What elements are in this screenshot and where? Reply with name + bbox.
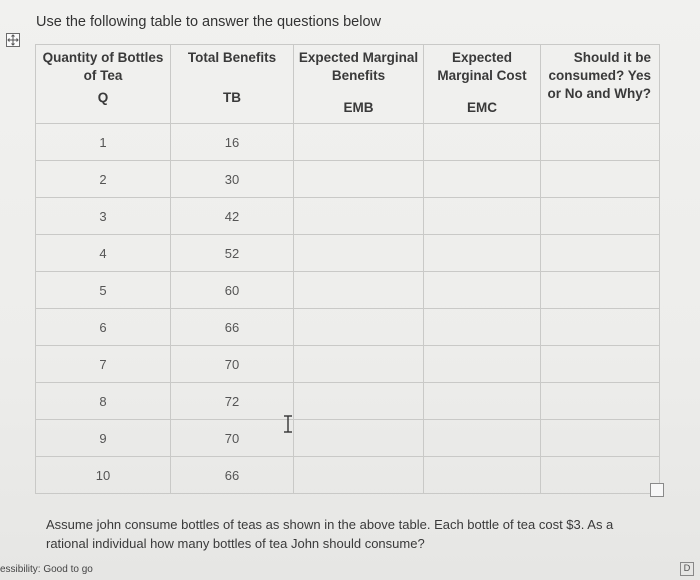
cell-emb[interactable] (294, 309, 424, 346)
cell-emb[interactable] (294, 346, 424, 383)
header-emc-line2: Marginal Cost (437, 68, 527, 83)
table-row (36, 309, 660, 346)
cell-quantity[interactable]: 9 (36, 420, 171, 457)
cell-total-benefits[interactable]: 42 (171, 198, 294, 235)
cell-total-benefits[interactable]: 30 (171, 161, 294, 198)
cell-should-consume[interactable] (541, 272, 660, 309)
table-row (36, 457, 660, 494)
cell-emb[interactable] (294, 383, 424, 420)
cell-total-benefits[interactable]: 70 (171, 420, 294, 457)
table-row (36, 383, 660, 420)
header-quantity-abbr: Q (97, 90, 109, 105)
header-tb-line1: Total Benefits (187, 50, 277, 65)
header-tb-abbr: TB (223, 90, 241, 105)
cell-total-benefits[interactable]: 16 (171, 124, 294, 161)
cell-emb[interactable] (294, 457, 424, 494)
intro-text: Use the following table to answer the questions below (36, 14, 381, 30)
table-header-row (36, 45, 660, 124)
cell-quantity[interactable]: 5 (36, 272, 171, 309)
cell-emc[interactable] (424, 420, 541, 457)
header-emc-line1: Expected (451, 50, 513, 65)
cell-total-benefits[interactable]: 66 (171, 457, 294, 494)
table-row (36, 420, 660, 457)
header-emb-abbr: EMB (343, 100, 374, 115)
header-quantity-line2: of Tea (83, 68, 123, 83)
header-should-line1: Should it be (573, 50, 651, 65)
cell-emc[interactable] (424, 383, 541, 420)
question-text: Assume john consume bottles of teas as shown in the above table. Each bottle of tea cost $3. As a rational individual how many bottles of tea John should consume? (46, 517, 614, 551)
header-quantity-line1: Quantity of Bottles (42, 50, 164, 65)
cell-emc[interactable] (424, 309, 541, 346)
cell-should-consume[interactable] (541, 161, 660, 198)
cell-emb[interactable] (294, 198, 424, 235)
data-table (35, 44, 660, 494)
table-row (36, 272, 660, 309)
table-row (36, 198, 660, 235)
cell-emc[interactable] (424, 161, 541, 198)
cell-should-consume[interactable] (541, 235, 660, 272)
cell-emc[interactable] (424, 457, 541, 494)
table-row (36, 161, 660, 198)
cell-should-consume[interactable] (541, 383, 660, 420)
cell-emc[interactable] (424, 198, 541, 235)
status-accessibility[interactable]: essibility: Good to go (0, 564, 93, 575)
cell-quantity[interactable]: 2 (36, 161, 171, 198)
table-body (36, 124, 660, 494)
cell-emc[interactable] (424, 272, 541, 309)
cell-should-consume[interactable] (541, 124, 660, 161)
cell-emb[interactable] (294, 161, 424, 198)
cell-quantity[interactable]: 7 (36, 346, 171, 383)
header-should-line3: or No and Why? (547, 86, 651, 101)
checkbox-icon[interactable] (650, 483, 664, 497)
cell-should-consume[interactable] (541, 346, 660, 383)
header-total-benefits[interactable] (171, 45, 294, 124)
cell-should-consume[interactable] (541, 198, 660, 235)
cell-should-consume[interactable] (541, 309, 660, 346)
cell-quantity[interactable]: 1 (36, 124, 171, 161)
header-quantity[interactable] (36, 45, 171, 124)
cell-emc[interactable] (424, 124, 541, 161)
cell-total-benefits[interactable]: 72 (171, 383, 294, 420)
cell-quantity[interactable]: 6 (36, 309, 171, 346)
cell-total-benefits[interactable]: 52 (171, 235, 294, 272)
cell-emb[interactable] (294, 235, 424, 272)
cell-emb[interactable] (294, 420, 424, 457)
cell-emb[interactable] (294, 272, 424, 309)
cell-emc[interactable] (424, 346, 541, 383)
table-row (36, 124, 660, 161)
cell-quantity[interactable]: 8 (36, 383, 171, 420)
header-should-consume[interactable] (541, 45, 660, 124)
cell-emb[interactable] (294, 124, 424, 161)
header-emc-abbr: EMC (467, 100, 497, 115)
header-should-line2: consumed? Yes (548, 68, 651, 83)
text-cursor-icon (281, 414, 295, 434)
cell-total-benefits[interactable]: 70 (171, 346, 294, 383)
header-emb-line1: Expected Marginal (298, 50, 419, 65)
cell-quantity[interactable]: 3 (36, 198, 171, 235)
cell-quantity[interactable]: 10 (36, 457, 171, 494)
table-move-icon[interactable] (6, 33, 20, 47)
table-row (36, 346, 660, 383)
cell-emc[interactable] (424, 235, 541, 272)
header-emb-line2: Benefits (331, 68, 386, 83)
cell-total-benefits[interactable]: 60 (171, 272, 294, 309)
cell-should-consume[interactable] (541, 457, 660, 494)
table-row (36, 235, 660, 272)
header-emb[interactable] (294, 45, 424, 124)
cell-should-consume[interactable] (541, 420, 660, 457)
cell-quantity[interactable]: 4 (36, 235, 171, 272)
cell-total-benefits[interactable]: 66 (171, 309, 294, 346)
focus-icon[interactable]: D (680, 562, 694, 576)
header-emc[interactable] (424, 45, 541, 124)
